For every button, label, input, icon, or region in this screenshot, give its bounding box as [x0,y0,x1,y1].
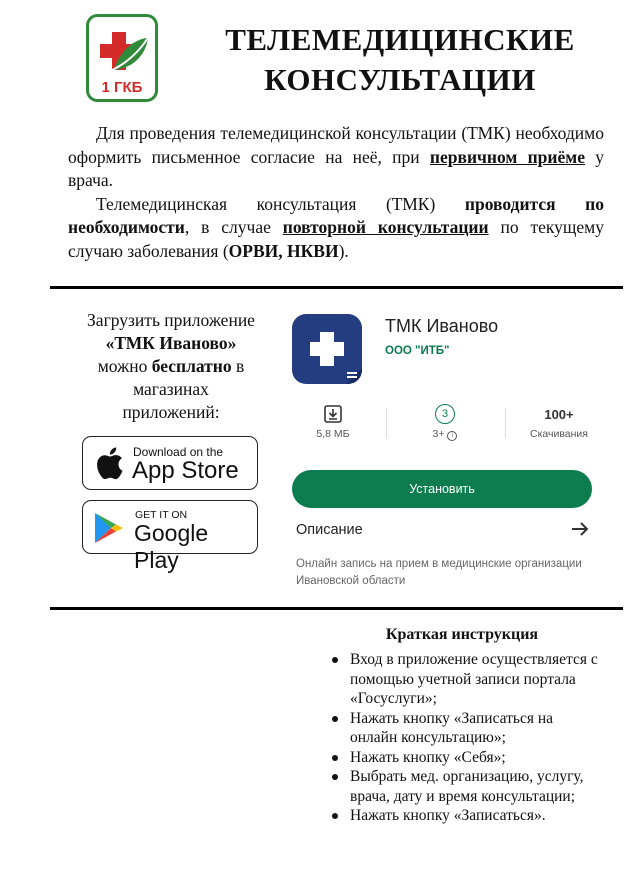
title-line-1: ТЕЛЕМЕДИЦИНСКИЕ [225,22,575,57]
divider-top [50,286,623,289]
download-text: Загрузить приложение «ТМК Иваново» можно бесплатно в магазинах приложений: [62,309,280,424]
install-button[interactable]: Установить [292,470,592,508]
instructions-list [330,650,600,826]
description-title[interactable]: Описание [296,522,363,538]
google-play-icon [93,511,125,545]
info-icon: i [447,431,457,441]
divider-bottom [50,607,623,610]
intro-paragraph-1: Для проведения телемедицинской консультации (ТМК) необходимо оформить письменное согласие на неё, при первичном приёме у врача. [68,123,604,190]
age-rating-badge: 3 [435,404,455,424]
logo-text: 1 ГКБ [101,79,143,96]
stat-rating[interactable]: 3 3+ i [410,402,480,441]
store-developer-link[interactable]: ООО "ИТБ" [385,345,450,357]
download-icon [324,405,342,423]
arrow-right-icon[interactable] [569,518,591,540]
list-item: Нажать кнопку «Записаться на онлайн консультацию»; [330,709,600,748]
apple-icon [94,446,124,480]
list-item: Выбрать мед. организацию, услугу, врача, дату и время консультации; [330,767,600,806]
app-name-quoted: «ТМК Иваново» [105,333,237,353]
list-item: Нажать кнопку «Записаться». [330,806,600,826]
stat-downloads: 100+ Скачивания [529,406,588,440]
page-title [190,20,610,100]
description-text: Онлайн запись на прием в медицинские организации Ивановской области [296,558,582,587]
instructions-title: Краткая инструкция [385,626,539,643]
stat-separator [386,408,387,438]
store-app-name: ТМК Иваново [385,316,499,336]
google-play-button[interactable]: GET IT ON Google Play [82,500,258,554]
stat-size: 5,8 МБ [302,402,364,440]
list-item: Нажать кнопку «Себя»; [330,748,600,768]
title-line-2: КОНСУЛЬТАЦИИ [264,62,536,97]
hospital-logo [86,14,158,102]
intro-paragraph-2: Телемедицинская консультация (ТМК) проводится по необходимости, в случае повторной консультации по текущему случаю заболевания (ОРВИ, НКВИ). [68,193,604,261]
medical-cross-icon [292,314,362,384]
intro-text [68,122,604,263]
list-item: Вход в приложение осуществляется с помощью учетной записи портала «Госуслуги»; [330,650,600,709]
stat-separator [505,408,506,438]
app-store-button[interactable]: Download on the App Store [82,436,258,490]
